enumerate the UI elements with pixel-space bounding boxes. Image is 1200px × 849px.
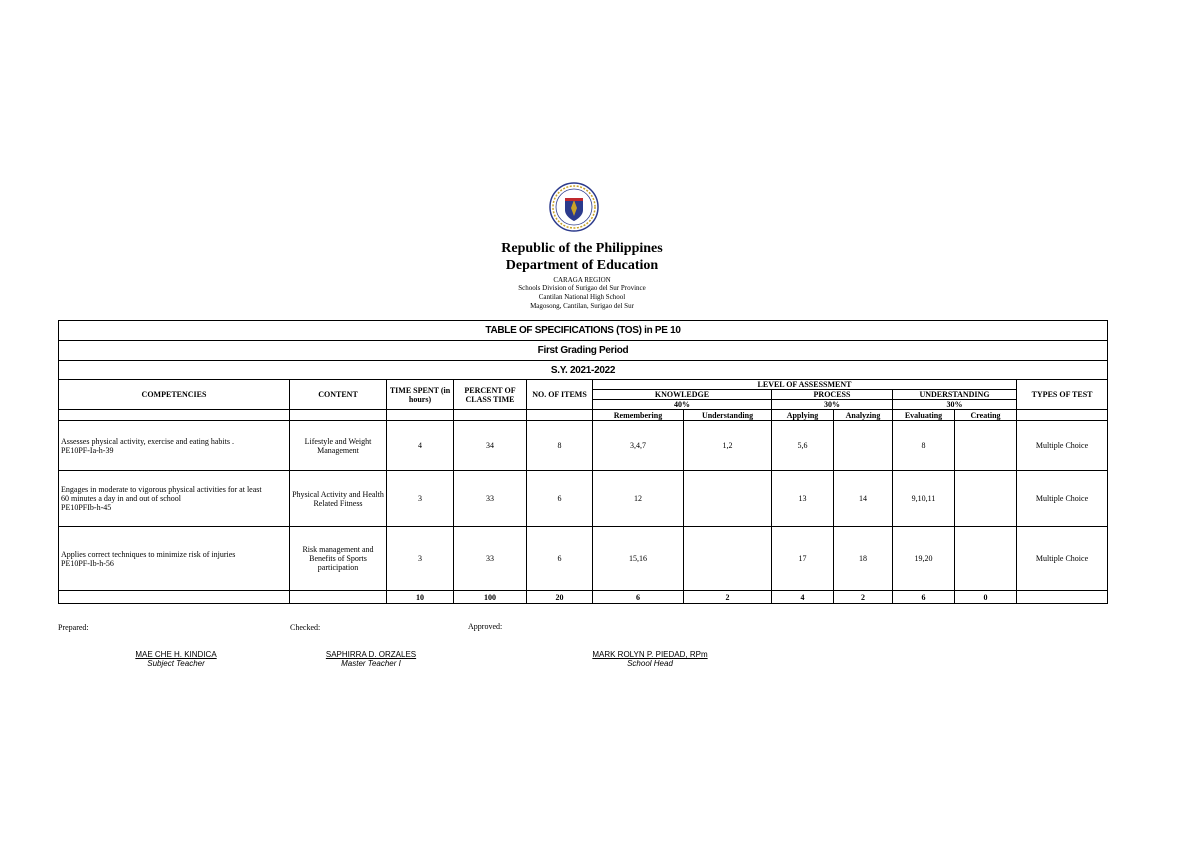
checked-name: SAPHIRRA D. ORZALES <box>325 650 417 659</box>
process-percent: 30% <box>772 400 893 410</box>
total-time: 10 <box>387 591 454 604</box>
total-creating: 0 <box>955 591 1017 604</box>
type-cell: Multiple Choice <box>1017 421 1108 471</box>
header-remembering: Remembering <box>593 410 684 421</box>
grading-period: First Grading Period <box>59 341 1108 361</box>
prepared-signatory <box>96 650 256 668</box>
checked-signatory <box>291 650 451 668</box>
items-cell: 6 <box>527 471 593 527</box>
percent-cell: 34 <box>454 421 527 471</box>
header-applying: Applying <box>772 410 834 421</box>
type-cell: Multiple Choice <box>1017 527 1108 591</box>
total-items: 20 <box>527 591 593 604</box>
remembering-cell: 12 <box>593 471 684 527</box>
approved-signatory <box>565 650 735 668</box>
analyzing-cell: 18 <box>834 527 893 591</box>
percent-cell: 33 <box>454 471 527 527</box>
approved-label: Approved: <box>468 622 503 631</box>
header-school: Cantilan National High School <box>538 293 626 301</box>
creating-cell <box>955 421 1017 471</box>
type-cell: Multiple Choice <box>1017 471 1108 527</box>
header-department: Department of Education <box>505 258 659 273</box>
applying-cell: 5,6 <box>772 421 834 471</box>
applying-cell: 17 <box>772 527 834 591</box>
tos-table <box>58 320 1108 604</box>
header-understanding-sub: Understanding <box>684 410 772 421</box>
header-types: TYPES OF TEST <box>1017 380 1108 410</box>
deped-seal-icon <box>549 182 599 232</box>
content-cell: Lifestyle and Weight Management <box>290 421 387 471</box>
evaluating-cell: 19,20 <box>893 527 955 591</box>
creating-cell <box>955 527 1017 591</box>
remembering-cell: 3,4,7 <box>593 421 684 471</box>
header-address: Magosong, Cantilan, Surigao del Sur <box>530 302 634 310</box>
remembering-cell: 15,16 <box>593 527 684 591</box>
totals-row <box>59 591 1108 604</box>
header-division: Schools Division of Surigao del Sur Province <box>518 284 646 292</box>
percent-cell: 33 <box>454 527 527 591</box>
prepared-name: MAE CHE H. KINDICA <box>135 650 217 659</box>
knowledge-percent: 40% <box>593 400 772 410</box>
understanding-cell <box>684 527 772 591</box>
evaluating-cell: 9,10,11 <box>893 471 955 527</box>
prepared-role: Subject Teacher <box>147 659 205 668</box>
header-understanding: UNDERSTANDING <box>893 390 1017 400</box>
total-analyzing: 2 <box>834 591 893 604</box>
time-cell: 4 <box>387 421 454 471</box>
table-row <box>59 471 1108 527</box>
header-items: NO. OF ITEMS <box>527 380 593 410</box>
content-cell: Risk management and Benefits of Sports participation <box>290 527 387 591</box>
header-time-spent: TIME SPENT (in hours) <box>387 380 454 410</box>
total-remembering: 6 <box>593 591 684 604</box>
evaluating-cell: 8 <box>893 421 955 471</box>
competency-cell: Engages in moderate to vigorous physical activities for at least 60 minutes a day in and out of school PE10PFIb-h-45 <box>59 471 290 527</box>
total-understanding: 2 <box>684 591 772 604</box>
header-analyzing: Analyzing <box>834 410 893 421</box>
table-row <box>59 421 1108 471</box>
understanding-cell <box>684 471 772 527</box>
competency-cell: Applies correct techniques to minimize risk of injuries PE10PF-Ib-h-56 <box>59 527 290 591</box>
header-percent: PERCENT OF CLASS TIME <box>454 380 527 410</box>
understanding-cell: 1,2 <box>684 421 772 471</box>
table-title: TABLE OF SPECIFICATIONS (TOS) in PE 10 <box>59 321 1108 341</box>
understanding-percent: 30% <box>893 400 1017 410</box>
checked-role: Master Teacher I <box>341 659 401 668</box>
creating-cell <box>955 471 1017 527</box>
competency-cell: Assesses physical activity, exercise and eating habits . PE10PF-Ia-h-39 <box>59 421 290 471</box>
analyzing-cell: 14 <box>834 471 893 527</box>
items-cell: 6 <box>527 527 593 591</box>
approved-role: School Head <box>627 659 673 668</box>
header-creating: Creating <box>955 410 1017 421</box>
school-year: S.Y. 2021-2022 <box>59 361 1108 380</box>
analyzing-cell <box>834 421 893 471</box>
header-evaluating: Evaluating <box>893 410 955 421</box>
total-applying: 4 <box>772 591 834 604</box>
time-cell: 3 <box>387 471 454 527</box>
header-competencies: COMPETENCIES <box>59 380 290 410</box>
total-percent: 100 <box>454 591 527 604</box>
header-knowledge: KNOWLEDGE <box>593 390 772 400</box>
applying-cell: 13 <box>772 471 834 527</box>
approved-name: MARK ROLYN P. PIEDAD, RPm <box>592 650 708 659</box>
header-content: CONTENT <box>290 380 387 410</box>
table-row <box>59 527 1108 591</box>
prepared-label: Prepared: <box>58 623 89 632</box>
content-cell: Physical Activity and Health Related Fitness <box>290 471 387 527</box>
header-region: CARAGA REGION <box>553 276 611 284</box>
items-cell: 8 <box>527 421 593 471</box>
header-level: LEVEL OF ASSESSMENT <box>593 380 1017 390</box>
header-process: PROCESS <box>772 390 893 400</box>
checked-label: Checked: <box>290 623 321 632</box>
time-cell: 3 <box>387 527 454 591</box>
header-republic: Republic of the Philippines <box>501 241 663 256</box>
total-evaluating: 6 <box>893 591 955 604</box>
